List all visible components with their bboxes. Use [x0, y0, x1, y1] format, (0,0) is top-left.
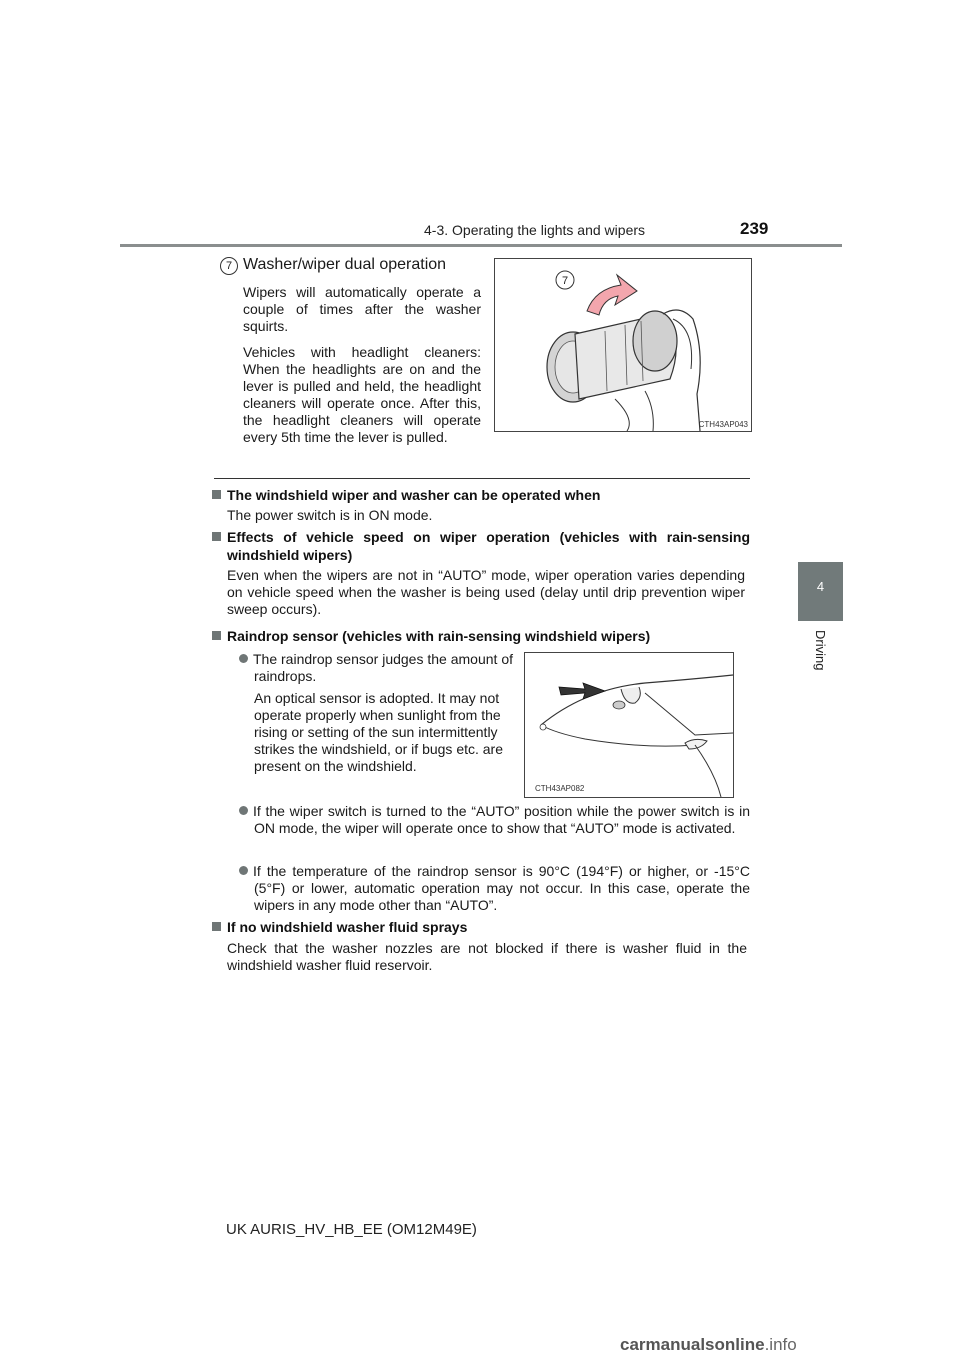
section-title: 4-3. Operating the lights and wipers [424, 222, 646, 238]
chapter-tab[interactable] [798, 562, 843, 621]
square-bullet-icon [212, 631, 221, 640]
windshield-illustration [525, 653, 733, 797]
item-title: Washer/wiper dual operation [243, 256, 447, 273]
wiper-lever-figure [494, 258, 752, 432]
windshield-figure [524, 652, 734, 798]
bullet-item: If the wiper switch is turned to the “AUTO” position while the power switch is in ON mode, the wiper will operate once to show that “AUTO” mode is activated. [239, 803, 750, 837]
note-text: Even when the wipers are not in “AUTO” mode, wiper operation varies depending on vehicle speed when the washer is being used (delay until drip prevention wiper sweep occurs). [227, 567, 745, 617]
figure-code: CTH43AP082 [535, 784, 585, 793]
bullet-subtext: An optical sensor is adopted. It may not operate properly when sunlight from the rising or setting of the sun intermittently strikes the windshield, or if bugs etc. are present on the windshield. [254, 690, 504, 774]
note-heading: Effects of vehicle speed on wiper operation (vehicles with rain-sensing windshield wipers) [212, 528, 750, 564]
note-heading: Raindrop sensor (vehicles with rain-sensing windshield wipers) [212, 627, 650, 645]
item-paragraph-1: Wipers will automatically operate a couple of times after the washer squirts. [243, 284, 481, 334]
bullet-item: The raindrop sensor judges the amount of raindrops. [239, 651, 513, 685]
square-bullet-icon [212, 922, 221, 931]
round-bullet-icon [239, 654, 248, 663]
chapter-label: Driving [813, 630, 828, 671]
figure-callout-number: 7 [561, 275, 569, 287]
model-code: UK AURIS_HV_HB_EE (OM12M49E) [226, 1221, 477, 1238]
header-rule [120, 244, 842, 247]
figure-code: CTH43AP043 [698, 420, 748, 429]
square-bullet-icon [212, 532, 221, 541]
wiper-lever-illustration [495, 259, 751, 431]
square-bullet-icon [212, 490, 221, 499]
item-number-badge: 7 [220, 257, 238, 275]
watermark: carmanualsonline.info [620, 1335, 797, 1354]
bullet-item: If the temperature of the raindrop sensor is 90°C (194°F) or higher, or -15°C (5°F) or lower, automatic operation may not occur. In this case, operate the wipers in any mode other than “AUTO”. [239, 863, 750, 914]
note-heading: The windshield wiper and washer can be operated when [212, 486, 600, 504]
round-bullet-icon [239, 866, 248, 875]
round-bullet-icon [239, 806, 248, 815]
item-paragraph-2: Vehicles with headlight cleaners: When the headlights are on and the lever is pulled and held, the headlight cleaners will operate once. After this, the headlight cleaners will operate every 5th time the lever is pulled. [243, 344, 481, 445]
note-text: Check that the washer nozzles are not blocked if there is washer fluid in the windshield washer fluid reservoir. [227, 940, 747, 973]
note-heading: If no windshield washer fluid sprays [212, 918, 467, 936]
note-text: The power switch is in ON mode. [227, 507, 433, 523]
section-divider [214, 478, 750, 479]
page-number: 239 [740, 219, 769, 238]
chapter-number: 4 [816, 579, 825, 594]
